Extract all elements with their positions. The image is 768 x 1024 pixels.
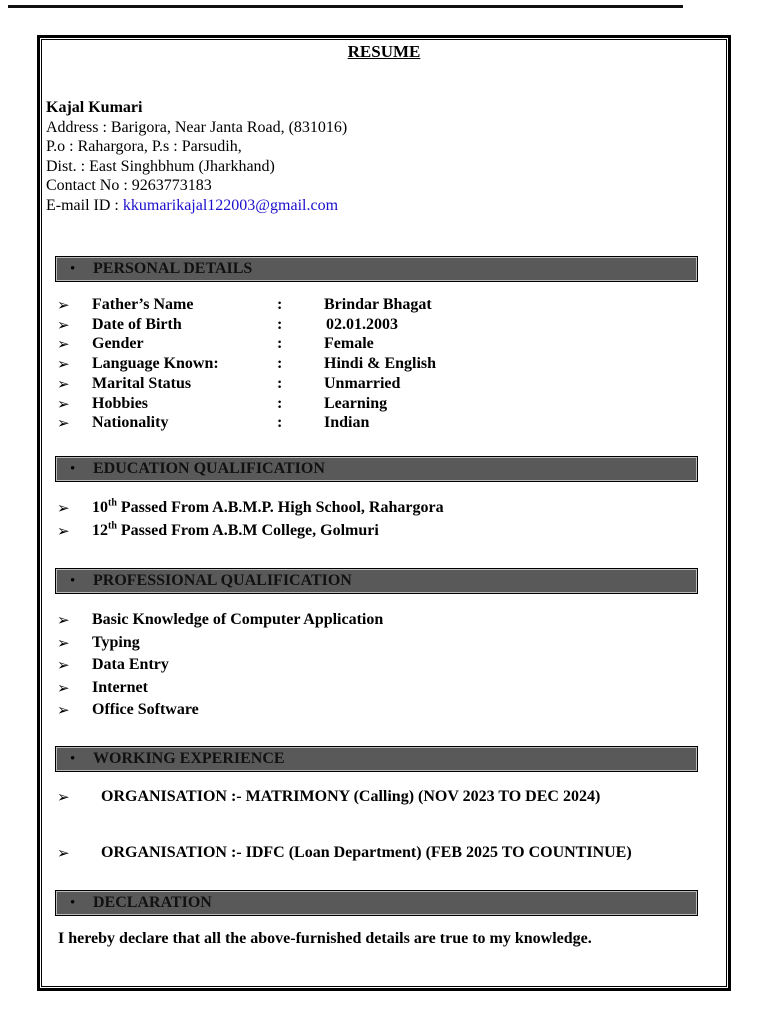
education-grade-suffix: th bbox=[108, 520, 117, 532]
top-rule bbox=[8, 5, 683, 8]
experience-text: ORGANISATION :- MATRIMONY (Calling) (NOV 2023 TO DEC 2024) bbox=[101, 788, 601, 805]
section-title: DECLARATION bbox=[93, 894, 212, 911]
arrow-bullet-icon: ➢ bbox=[57, 357, 70, 374]
arrow-bullet-icon: ➢ bbox=[57, 337, 70, 354]
experience-text: ORGANISATION :- IDFC (Loan Department) (FEB 2025 TO COUNTINUE) bbox=[101, 844, 632, 861]
arrow-bullet-icon: ➢ bbox=[57, 396, 70, 413]
section-title: EDUCATION QUALIFICATION bbox=[93, 460, 325, 477]
professional-text: Internet bbox=[92, 678, 148, 696]
education-text bbox=[92, 522, 379, 540]
professional-text: Typing bbox=[92, 633, 140, 651]
section-title: PROFESSIONAL QUALIFICATION bbox=[93, 572, 352, 589]
section-header-education bbox=[55, 456, 698, 482]
detail-value: Indian bbox=[324, 414, 370, 432]
bullet-icon: • bbox=[70, 573, 76, 589]
page-title: RESUME bbox=[347, 42, 421, 61]
section-header-personal bbox=[55, 256, 698, 282]
email-line bbox=[46, 196, 347, 216]
detail-value: Unmarried bbox=[324, 374, 401, 392]
professional-text: Data Entry bbox=[92, 656, 169, 674]
detail-value: Brindar Bhagat bbox=[324, 296, 432, 313]
detail-label: Marital Status bbox=[92, 374, 192, 392]
section-header-declaration bbox=[55, 890, 698, 916]
section-header-experience bbox=[55, 746, 698, 772]
detail-label: Gender bbox=[92, 335, 144, 353]
email-label: E-mail ID : bbox=[46, 196, 123, 214]
po-line: P.o : Rahargora, P.s : Parsudih, bbox=[46, 138, 242, 156]
declaration-text: I hereby declare that all the above-furnished details are true to my knowledge. bbox=[58, 930, 592, 947]
arrow-bullet-icon: ➢ bbox=[57, 658, 70, 675]
detail-value: 02.01.2003 bbox=[326, 315, 398, 333]
detail-value: Female bbox=[324, 335, 374, 353]
detail-colon: : bbox=[277, 414, 283, 432]
arrow-bullet-icon: ➢ bbox=[57, 524, 70, 540]
arrow-bullet-icon: ➢ bbox=[57, 501, 70, 517]
arrow-bullet-icon: ➢ bbox=[57, 680, 70, 697]
arrow-bullet-icon: ➢ bbox=[57, 635, 70, 652]
arrow-bullet-icon: ➢ bbox=[57, 846, 70, 862]
section-title: PERSONAL DETAILS bbox=[93, 260, 253, 277]
bullet-icon: • bbox=[70, 461, 76, 477]
arrow-bullet-icon: ➢ bbox=[57, 703, 70, 720]
detail-label: Language Known: bbox=[92, 355, 219, 373]
education-grade-suffix: th bbox=[108, 497, 117, 509]
education-grade: 10 bbox=[92, 499, 108, 516]
detail-colon: : bbox=[277, 374, 283, 392]
arrow-bullet-icon: ➢ bbox=[57, 790, 70, 806]
candidate-name: Kajal Kumari bbox=[46, 99, 143, 116]
detail-label: Father’s Name bbox=[92, 296, 194, 313]
bullet-icon: • bbox=[70, 895, 76, 911]
phone-line: Contact No : 9263773183 bbox=[46, 177, 212, 195]
arrow-bullet-icon: ➢ bbox=[57, 416, 70, 433]
arrow-bullet-icon: ➢ bbox=[57, 317, 70, 334]
detail-label: Date of Birth bbox=[92, 315, 182, 333]
bullet-icon: • bbox=[70, 261, 76, 277]
detail-label: Hobbies bbox=[92, 394, 149, 412]
education-text bbox=[92, 499, 444, 517]
detail-colon: : bbox=[277, 335, 283, 353]
district-line: Dist. : East Singhbhum (Jharkhand) bbox=[46, 157, 275, 175]
address-line: Address : Barigora, Near Janta Road, (831016) bbox=[46, 118, 348, 136]
education-detail: Passed From A.B.M.P. High School, Rahargora bbox=[116, 499, 444, 516]
section-title: WORKING EXPERIENCE bbox=[93, 750, 285, 767]
detail-colon: : bbox=[277, 355, 283, 373]
detail-colon: : bbox=[277, 315, 283, 333]
detail-colon: : bbox=[277, 394, 283, 412]
detail-colon: : bbox=[277, 296, 283, 313]
bullet-icon: • bbox=[70, 751, 76, 767]
detail-value: Learning bbox=[324, 394, 388, 412]
email-link[interactable]: kkumarikajal122003@gmail.com bbox=[122, 196, 339, 214]
section-header-professional bbox=[55, 568, 698, 594]
education-detail: Passed From A.B.M College, Golmuri bbox=[116, 522, 379, 539]
arrow-bullet-icon: ➢ bbox=[57, 298, 70, 314]
arrow-bullet-icon: ➢ bbox=[57, 376, 70, 393]
contact-block bbox=[46, 98, 347, 216]
arrow-bullet-icon: ➢ bbox=[57, 613, 70, 629]
professional-text: Office Software bbox=[92, 701, 199, 719]
professional-text: Basic Knowledge of Computer Application bbox=[92, 611, 384, 628]
detail-value: Hindi & English bbox=[324, 355, 437, 373]
detail-label: Nationality bbox=[92, 414, 169, 432]
education-grade: 12 bbox=[92, 522, 108, 539]
